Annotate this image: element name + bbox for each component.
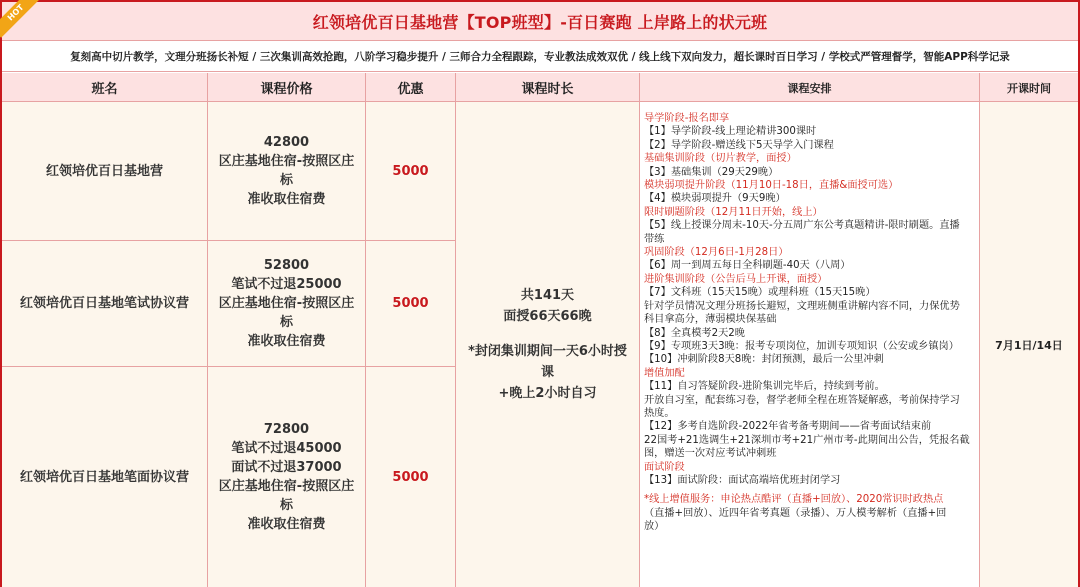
price-line: 52800 bbox=[263, 258, 310, 273]
title-bar bbox=[2, 2, 1078, 41]
class-name-2: 红领培优百日基地笔试协议营 bbox=[2, 241, 208, 367]
schedule-line: 巩固阶段（12月6日-1月28日） bbox=[644, 247, 789, 259]
course-duration bbox=[456, 102, 640, 587]
class-name-1: 红领培优百日基地营 bbox=[2, 102, 208, 241]
schedule-line: 基础集训阶段（切片教学，面授） bbox=[644, 153, 797, 165]
schedule-line: 带练 bbox=[644, 233, 665, 245]
class-price-3 bbox=[208, 367, 366, 587]
schedule-line: 【9】专项班3天3晚：报考专项岗位，加训专项知识（公安或乡镇岗） bbox=[644, 340, 959, 352]
schedule-line: 【5】线上授课分周末-10天-分五周广东公考真题精讲-限时刷题。直播 bbox=[644, 220, 960, 232]
price-line: 笔试不过退45000 bbox=[231, 441, 342, 456]
schedule-line: 【4】模块弱项提升（9天9晚） bbox=[644, 193, 786, 205]
header-discount: 优惠 bbox=[366, 73, 456, 102]
schedule-line: 针对学员情况文理分班扬长避短，文理班侧重讲解内容不同，力保优势 bbox=[644, 300, 960, 312]
start-time: 7月1日/14日 bbox=[980, 102, 1078, 587]
schedule-line: 热度。 bbox=[644, 407, 675, 419]
schedule-line: *线上增值服务：申论热点酷评（直播+回放）、2020常识时政热点 bbox=[644, 494, 944, 506]
feature-summary: 复刻高中切片教学，文理分班扬长补短 / 三次集训高效抢跑，八阶学习稳步提升 / 三师合力全程跟踪，专业教法成效双优 / 线上线下双向发力，超长课时百日学习 / 学校式严管理督学，智能APP科学记录 bbox=[70, 51, 1010, 63]
duration-note-1: *封闭集训期间一天6小时授课 bbox=[468, 344, 627, 380]
schedule-line: 【7】文科班（15天15晚）或理科班（15天15晚） bbox=[644, 287, 876, 299]
header-start: 开课时间 bbox=[1007, 81, 1051, 95]
schedule-line: 【13】面试阶段：面试高端培优班封闭学习 bbox=[644, 474, 841, 486]
schedule-line: 模块弱项提升阶段（11月10日-18日，直播&面授可选） bbox=[644, 180, 899, 192]
schedule-line: （直播+回放）、近四年省考真题（录播）、万人模考解析（直播+回 bbox=[644, 507, 947, 519]
price-line: 72800 bbox=[263, 422, 310, 437]
schedule-line: 面试阶段 bbox=[644, 461, 685, 473]
schedule-line: 【2】导学阶段-赠送线下5天导学入门课程 bbox=[644, 139, 834, 151]
schedule-line: 放） bbox=[644, 521, 665, 533]
course-schedule bbox=[640, 102, 980, 587]
schedule-line: 【1】导学阶段-线上理论精讲300课时 bbox=[644, 126, 817, 138]
class-price-1 bbox=[208, 102, 366, 241]
class-price-2 bbox=[208, 241, 366, 367]
header-price: 课程价格 bbox=[208, 73, 366, 102]
header-schedule: 课程安排 bbox=[640, 73, 980, 102]
schedule-line: 【11】自习答疑阶段-进阶集训完毕后，持续到考前。 bbox=[644, 381, 885, 393]
header-duration: 课程时长 bbox=[456, 73, 640, 102]
schedule-line: 限时刷题阶段（12月11日开始，线上） bbox=[644, 206, 823, 218]
schedule-line: 科目拿高分，薄弱模块保基础 bbox=[644, 314, 777, 326]
duration-note-2: +晚上2小时自习 bbox=[498, 386, 597, 401]
schedule-line: 【12】多考自选阶段-2022年省考备考期间——省考面试结束前 bbox=[644, 421, 932, 433]
schedule-line: 【10】冲刺阶段8天8晚：封闭预测，最后一公里冲刺 bbox=[644, 354, 884, 366]
hot-ribbon: HOT bbox=[0, 0, 41, 38]
schedule-line: 【8】全真模考2天2晚 bbox=[644, 327, 745, 339]
class-name-3: 红领培优百日基地笔面协议营 bbox=[2, 367, 208, 587]
price-line: 42800 bbox=[263, 135, 310, 150]
duration-inperson: 面授66天66晚 bbox=[503, 309, 592, 324]
class-discount-3: 5000 bbox=[366, 367, 456, 587]
price-line: 准收取住宿费 bbox=[247, 517, 326, 532]
price-line: 笔试不过退25000 bbox=[231, 277, 342, 292]
price-line: 区庄基地住宿-按照区庄标 bbox=[218, 154, 355, 188]
class-discount-1: 5000 bbox=[366, 102, 456, 241]
schedule-line: 【3】基础集训（29天29晚） bbox=[644, 166, 779, 178]
schedule-line: 开放自习室，配套练习卷，督学老师全程在班答疑解惑，考前保持学习 bbox=[644, 394, 960, 406]
price-line: 准收取住宿费 bbox=[247, 334, 326, 349]
schedule-line: 图，赠送一次对应考试冲刺班 bbox=[644, 448, 777, 460]
price-line: 区庄基地住宿-按照区庄标 bbox=[218, 479, 355, 513]
schedule-line: 进阶集训阶段（公告后马上开课，面授） bbox=[644, 273, 828, 285]
table-header bbox=[2, 73, 1078, 102]
schedule-line: 22国考+21选调生+21深圳市考+21广州市考-此期间出公告，凭报名截 bbox=[644, 434, 970, 446]
header-name: 班名 bbox=[2, 73, 208, 102]
duration-total: 共141天 bbox=[520, 288, 575, 303]
page-title: 红领培优百日基地营【TOP班型】-百日赛跑 上岸路上的状元班 bbox=[312, 12, 768, 32]
class-discount-2: 5000 bbox=[366, 241, 456, 367]
schedule-line: 导学阶段-报名即享 bbox=[644, 113, 730, 124]
price-line: 面试不过退37000 bbox=[231, 460, 342, 475]
schedule-line: 【6】周一到周五每日全科刷题-40天（八周） bbox=[644, 260, 851, 272]
table-body bbox=[2, 102, 1078, 587]
price-line: 准收取住宿费 bbox=[247, 192, 326, 207]
price-line: 区庄基地住宿-按照区庄标 bbox=[218, 296, 355, 330]
feature-bar bbox=[2, 42, 1078, 72]
schedule-line: 增值加配 bbox=[644, 367, 685, 379]
